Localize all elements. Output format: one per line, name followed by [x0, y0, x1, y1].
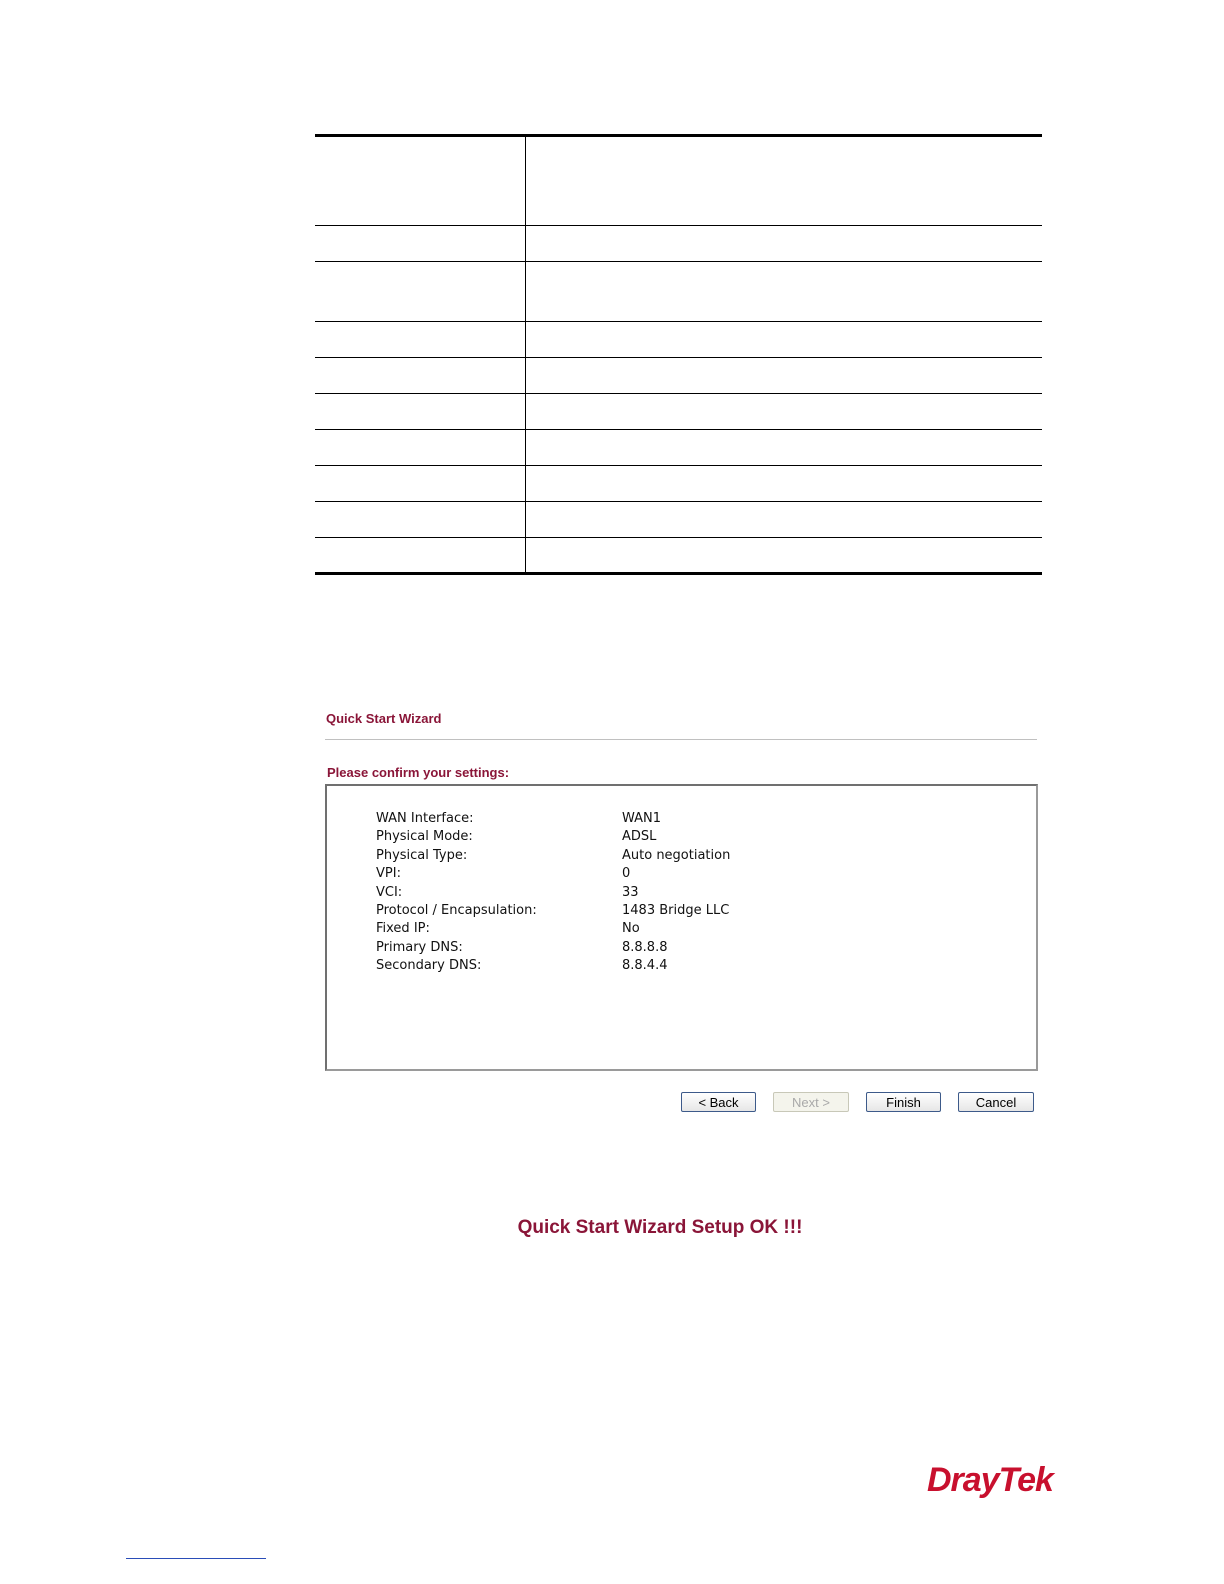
table-cell	[526, 136, 1043, 226]
table-cell	[315, 358, 526, 394]
setting-value: WAN1	[622, 811, 662, 826]
setting-label: VPI:	[376, 866, 401, 882]
next-button[interactable]: Next >	[773, 1092, 849, 1112]
setting-label: VCI:	[376, 884, 403, 900]
finish-button[interactable]: Finish	[866, 1092, 941, 1112]
table-cell	[315, 466, 526, 502]
setting-label: Fixed IP:	[376, 921, 430, 937]
table-cell	[315, 394, 526, 430]
setting-value: 8.8.8.8	[622, 939, 668, 955]
draytek-logo: DrayTek	[927, 1461, 1053, 1499]
settings-row-physical-mode	[376, 828, 730, 846]
setting-label: Primary DNS:	[376, 939, 463, 955]
table-cell	[315, 502, 526, 538]
table-cell	[315, 262, 526, 322]
setup-ok-message: Quick Start Wizard Setup OK !!!	[517, 1217, 803, 1238]
settings-row-wan-interface	[376, 810, 730, 828]
confirm-heading: Please confirm your settings:	[327, 765, 510, 780]
setting-value: Auto negotiation	[622, 847, 731, 863]
cancel-button[interactable]: Cancel	[958, 1092, 1034, 1112]
footer-divider	[126, 1558, 266, 1559]
setting-value: 1483 Bridge LLC	[622, 902, 730, 918]
setting-value: No	[622, 921, 640, 937]
settings-row-primary-dns	[376, 939, 730, 957]
back-button[interactable]: < Back	[681, 1092, 756, 1112]
table-cell	[526, 538, 1043, 574]
reference-table	[315, 134, 1042, 575]
settings-row-vpi	[376, 865, 730, 883]
setting-label: Physical Mode:	[376, 829, 473, 845]
setting-value: 0	[622, 866, 631, 882]
table-cell	[526, 322, 1043, 358]
settings-row-secondary-dns	[376, 957, 730, 975]
setting-label: Secondary DNS:	[376, 958, 482, 974]
table-cell	[315, 226, 526, 262]
table-cell	[315, 136, 526, 226]
settings-row-fixed-ip	[376, 920, 730, 938]
wizard-title: Quick Start Wizard	[326, 711, 442, 726]
table-cell	[526, 262, 1043, 322]
table-cell	[315, 322, 526, 358]
settings-row-protocol	[376, 902, 730, 920]
setting-label: Physical Type:	[376, 847, 468, 863]
setting-value: 8.8.4.4	[622, 958, 668, 974]
table-cell	[526, 430, 1043, 466]
table-cell	[526, 394, 1043, 430]
settings-row-vci	[376, 884, 730, 902]
setting-value: 33	[622, 884, 639, 900]
table-cell	[526, 226, 1043, 262]
title-divider	[325, 739, 1037, 740]
table-cell	[526, 358, 1043, 394]
table-cell	[526, 466, 1043, 502]
table-cell	[315, 538, 526, 574]
table-cell	[315, 430, 526, 466]
setting-label: WAN Interface:	[376, 811, 474, 826]
settings-list	[376, 810, 730, 976]
settings-summary-box	[325, 784, 1038, 1071]
settings-row-physical-type	[376, 847, 730, 865]
table-cell	[526, 502, 1043, 538]
setting-label: Protocol / Encapsulation:	[376, 902, 537, 918]
setting-value: ADSL	[622, 829, 657, 845]
